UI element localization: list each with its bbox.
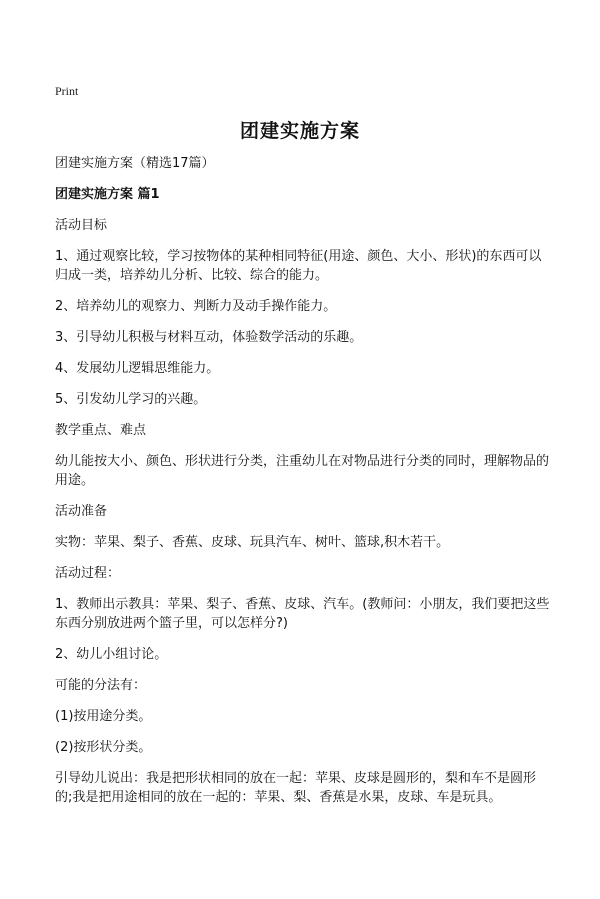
- document-body: [55, 154, 550, 819]
- paragraph: 1、通过观察比较，学习按物体的某种相同特征(用途、颜色、大小、形状)的东西可以归成一类，培养幼儿分析、比较、综合的能力。: [55, 249, 542, 283]
- paragraph: 1、教师出示教具：苹果、梨子、香蕉、皮球、汽车。(教师问：小朋友，我们要把这些东西分别放进两个篮子里，可以怎样分?): [55, 597, 550, 631]
- section-heading: 团建实施方案 篇1: [55, 187, 160, 202]
- paragraph: (2)按形状分类。: [55, 740, 152, 755]
- paragraph: 幼儿能按大小、颜色、形状进行分类，注重幼儿在对物品进行分类的同时，理解物品的用途。: [55, 454, 550, 488]
- paragraph: 活动目标: [55, 218, 108, 233]
- paragraph: (1)按用途分类。: [55, 709, 152, 724]
- paragraph: 可能的分法有：: [55, 678, 147, 693]
- print-label: Print: [55, 84, 79, 98]
- paragraph: 实物：苹果、梨子、香蕉、皮球、玩具汽车、树叶、篮球,积木若干。: [55, 535, 450, 550]
- paragraph: 活动过程：: [55, 566, 121, 581]
- paragraph: 3、引导幼儿积极与材料互动，体验数学活动的乐趣。: [55, 330, 363, 345]
- paragraph: 引导幼儿说出：我是把形状相同的放在一起：苹果、皮球是圆形的，梨和车不是圆形的;我是把用途相同的放在一起的：苹果、梨、香蕉是水果，皮球、车是玩具。: [55, 771, 537, 805]
- paragraph: 5、引发幼儿学习的兴趣。: [55, 392, 207, 407]
- page-title: 团建实施方案: [239, 120, 360, 142]
- paragraph: 活动准备: [55, 504, 108, 519]
- paragraph: 2、培养幼儿的观察力、判断力及动手操作能力。: [55, 299, 337, 314]
- paragraph: 团建实施方案（精选17篇）: [55, 156, 215, 171]
- paragraph: 4、发展幼儿逻辑思维能力。: [55, 361, 220, 376]
- paragraph: 2、幼儿小组讨论。: [55, 647, 168, 662]
- paragraph: 教学重点、难点: [55, 423, 147, 438]
